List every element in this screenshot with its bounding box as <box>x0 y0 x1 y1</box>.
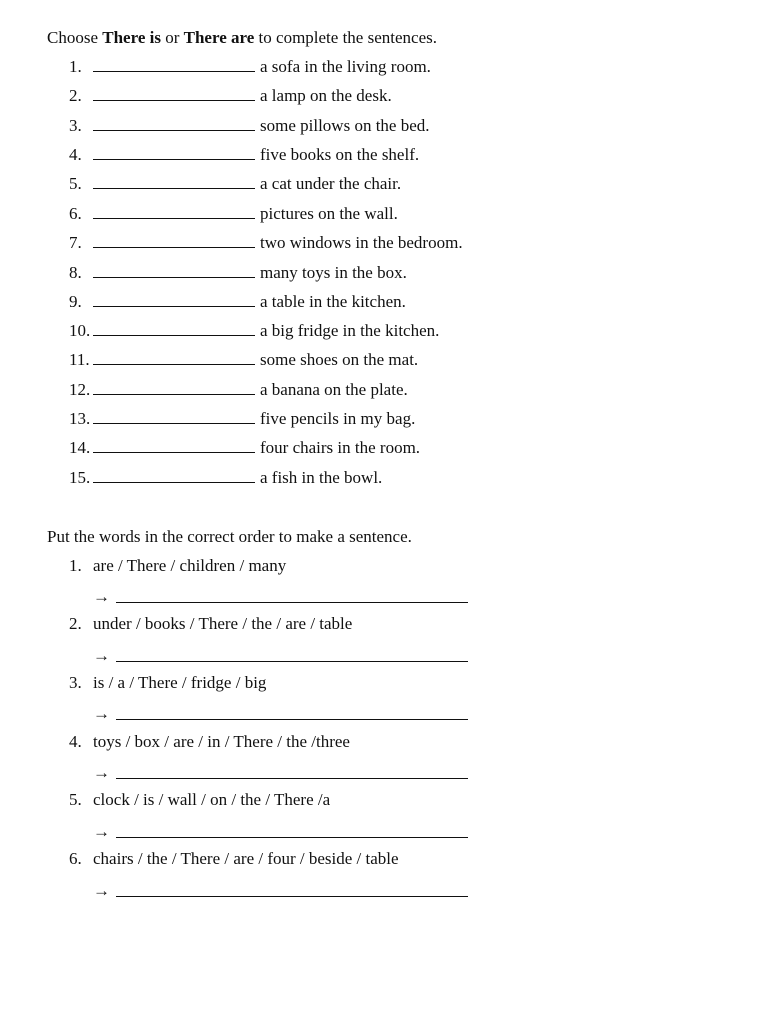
item-number: 4. <box>69 145 82 164</box>
answer-blank[interactable] <box>93 188 255 189</box>
item-text: a sofa in the living room. <box>260 57 431 76</box>
answer-blank[interactable] <box>93 335 255 336</box>
word-prompt: is / a / There / fridge / big <box>93 673 267 692</box>
item-number: 1. <box>69 556 82 575</box>
word-prompt: toys / box / are / in / There / the /three <box>93 732 350 751</box>
item-number: 7. <box>69 233 82 252</box>
instruction-text: or <box>160 28 184 47</box>
word-prompt: under / books / There / the / are / table <box>93 614 353 633</box>
item-text: two windows in the bedroom. <box>260 233 463 252</box>
item-text: many toys in the box. <box>260 263 407 282</box>
item-text: five books on the shelf. <box>260 145 420 164</box>
answer-line[interactable] <box>116 719 468 720</box>
item-number: 12. <box>69 380 91 399</box>
item-text: a big fridge in the kitchen. <box>260 321 440 340</box>
item-text: pictures on the wall. <box>260 204 398 223</box>
section1-instruction <box>47 27 437 49</box>
answer-line[interactable] <box>116 778 468 779</box>
arrow-right-icon: → <box>93 881 110 900</box>
item-number: 2. <box>69 86 82 105</box>
item-number: 4. <box>69 732 82 751</box>
item-text: a fish in the bowl. <box>260 468 383 487</box>
instruction-text: Choose <box>47 28 103 47</box>
answer-blank[interactable] <box>93 159 255 160</box>
word-prompt: chairs / the / There / are / four / beside / table <box>93 849 399 868</box>
instruction-text: to complete the sentences. <box>254 28 437 47</box>
arrow-right-icon: → <box>93 822 110 841</box>
item-number: 8. <box>69 263 82 282</box>
item-text: a lamp on the desk. <box>260 86 392 105</box>
answer-line[interactable] <box>116 602 468 603</box>
answer-blank[interactable] <box>93 306 255 307</box>
answer-line[interactable] <box>116 661 468 662</box>
item-number: 5. <box>69 790 82 809</box>
item-number: 3. <box>69 673 82 692</box>
item-text: some pillows on the bed. <box>260 116 430 135</box>
item-number: 10. <box>69 321 91 340</box>
item-text: a cat under the chair. <box>260 174 402 193</box>
item-text: four chairs in the room. <box>260 438 421 457</box>
answer-blank[interactable] <box>93 130 255 131</box>
answer-line[interactable] <box>116 837 468 838</box>
item-number: 9. <box>69 292 82 311</box>
answer-line[interactable] <box>116 896 468 897</box>
answer-blank[interactable] <box>93 452 255 453</box>
answer-blank[interactable] <box>93 71 255 72</box>
item-text: five pencils in my bag. <box>260 409 416 428</box>
item-number: 1. <box>69 57 82 76</box>
item-number: 3. <box>69 116 82 135</box>
item-number: 13. <box>69 409 91 428</box>
instruction-bold-there-are: There are <box>183 28 255 47</box>
answer-blank[interactable] <box>93 364 255 365</box>
item-number: 5. <box>69 174 82 193</box>
item-number: 6. <box>69 849 82 868</box>
item-number: 11. <box>69 350 90 369</box>
item-number: 6. <box>69 204 82 223</box>
answer-blank[interactable] <box>93 423 255 424</box>
answer-blank[interactable] <box>93 218 255 219</box>
arrow-right-icon: → <box>93 646 110 665</box>
word-prompt: clock / is / wall / on / the / There /a <box>93 790 331 809</box>
section2-instruction: Put the words in the correct order to make a sentence. <box>47 527 412 546</box>
item-number: 15. <box>69 468 91 487</box>
answer-blank[interactable] <box>93 247 255 248</box>
arrow-right-icon: → <box>93 763 110 782</box>
item-number: 2. <box>69 614 82 633</box>
word-prompt: are / There / children / many <box>93 556 287 575</box>
answer-blank[interactable] <box>93 482 255 483</box>
instruction-bold-there-is: There is <box>102 28 161 47</box>
item-number: 14. <box>69 438 91 457</box>
arrow-right-icon: → <box>93 704 110 723</box>
item-text: a banana on the plate. <box>260 380 408 399</box>
answer-blank[interactable] <box>93 100 255 101</box>
item-text: a table in the kitchen. <box>260 292 406 311</box>
answer-blank[interactable] <box>93 394 255 395</box>
arrow-right-icon: → <box>93 587 110 606</box>
answer-blank[interactable] <box>93 277 255 278</box>
item-text: some shoes on the mat. <box>260 350 419 369</box>
